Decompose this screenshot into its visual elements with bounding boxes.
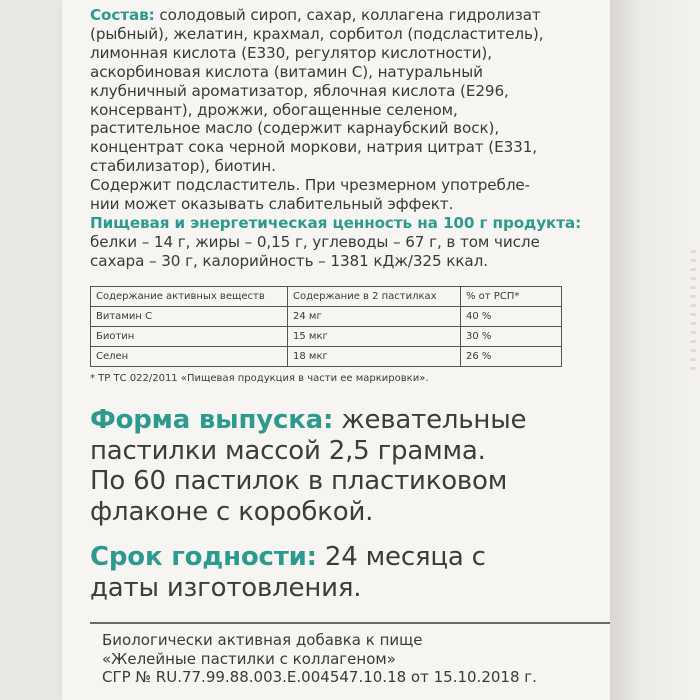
release-form-line-4: флаконе с коробкой.: [90, 496, 374, 527]
active-substances-table: [90, 286, 562, 367]
table-header: Содержание в 2 пастилках: [288, 287, 461, 307]
composition-section: [90, 6, 590, 271]
release-form-line-3: По 60 пастилок в пластиковом: [90, 466, 508, 496]
table-header: % от РСП*: [461, 287, 562, 307]
composition-line-3: лимонная кислота (Е330, регулятор кислотности),: [90, 43, 492, 62]
composition-line-7: растительное масло (содержит карнаубский воск),: [90, 119, 500, 138]
shelf-life-line-2: даты изготовления.: [90, 572, 362, 603]
composition-line-2: (рыбный), желатин, крахмал, сорбитол (подсластитель),: [90, 24, 544, 43]
divider: [90, 622, 610, 624]
shelf-life-section: [90, 542, 600, 603]
table-cell: 18 мкг: [288, 347, 461, 367]
box-side-edge: [610, 0, 700, 700]
release-form-title: Форма выпуска:: [90, 405, 334, 435]
shelf-life-line-1: Срок годности: 24 месяца с: [90, 542, 486, 572]
table-cell: Биотин: [91, 327, 288, 347]
footnote: * ТР ТС 022/2011 «Пищевая продукция в части ее маркировки».: [90, 373, 429, 384]
table-header: Содержание активных веществ: [91, 287, 288, 307]
table-header-row: [91, 287, 562, 307]
table-cell: Селен: [91, 347, 288, 367]
composition-line-6: консервант), дрожжи, обогащенные селеном,: [90, 100, 458, 119]
table-row: [91, 307, 562, 327]
composition-line-11: нии может оказывать слабительный эффект.: [90, 195, 454, 214]
composition-line-10: Содержит подсластитель. При чрезмерном употребле-: [90, 176, 531, 195]
release-form-section: [90, 405, 600, 527]
composition-line-8: концентрат сока черной моркови, натрия цитрат (Е331,: [90, 138, 538, 157]
nutrition-title: Пищевая и энергетическая ценность на 100 г продукта:: [90, 213, 582, 232]
supplement-info: [102, 631, 537, 687]
composition-line-4: аскорбиновая кислота (витамин С), натуральный: [90, 62, 483, 81]
nutrition-line-1: белки – 14 г, жиры – 0,15 г, углеводы – 67 г, в том числе: [90, 232, 540, 251]
composition-line-5: клубничный ароматизатор, яблочная кислота (Е296,: [90, 81, 509, 100]
supplement-line-1: Биологически активная добавка к пище: [102, 631, 423, 649]
table-cell: 24 мг: [288, 307, 461, 327]
box-edge-pattern: [690, 250, 696, 370]
table-cell: 15 мкг: [288, 327, 461, 347]
registration-line: СГР № RU.77.99.88.003.Е.004547.10.18 от 15.10.2018 г.: [102, 668, 537, 686]
table-cell: Витамин С: [91, 307, 288, 327]
table-cell: 40 %: [461, 307, 562, 327]
table-row: [91, 327, 562, 347]
release-form-line-1: Форма выпуска: жевательные: [90, 405, 527, 435]
table-cell: 30 %: [461, 327, 562, 347]
supplement-line-2: «Желейные пастилки с коллагеном»: [102, 649, 396, 668]
nutrition-line-2: сахара – 30 г, калорийность – 1381 кДж/325 ккал.: [90, 251, 488, 270]
table-cell: 26 %: [461, 347, 562, 367]
composition-line-9: стабилизатор), биотин.: [90, 157, 276, 176]
composition-line-1: Состав: солодовый сироп, сахар, коллагена гидролизат: [90, 6, 541, 24]
release-form-line-2: пастилки массой 2,5 грамма.: [90, 435, 486, 466]
table-row: [91, 347, 562, 367]
composition-title: Состав:: [90, 6, 155, 24]
shelf-life-title: Срок годности:: [90, 542, 317, 572]
